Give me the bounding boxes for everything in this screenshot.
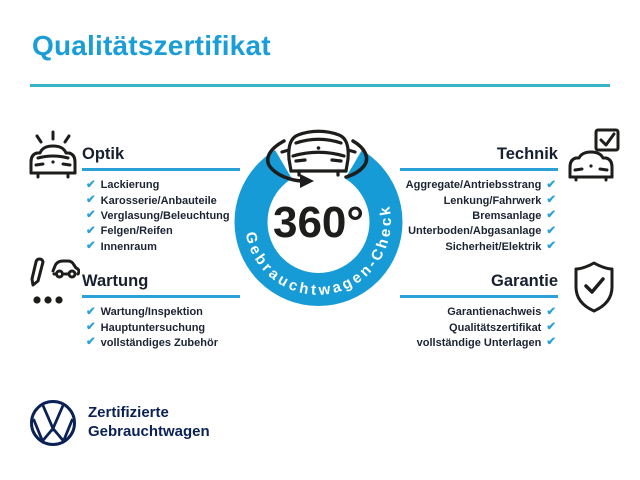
car-checkbox-icon xyxy=(563,128,621,182)
section-technik xyxy=(400,145,558,254)
check-icon: ✔ xyxy=(86,240,96,253)
footer-brand-line1: Zertifizierte xyxy=(88,404,169,421)
checklist-item: Sicherheit/Elektrik ✔ xyxy=(445,240,556,253)
checklist-item: ✔ Wartung/Inspektion xyxy=(86,305,203,319)
section-underline xyxy=(400,295,558,298)
section-title-optik: Optik xyxy=(82,145,125,163)
check-icon: ✔ xyxy=(546,224,556,237)
section-garantie xyxy=(400,272,558,351)
degrees-label: 360° xyxy=(272,198,365,247)
footer-brand-text xyxy=(88,403,210,441)
check-icon: ✔ xyxy=(546,321,556,334)
ring-label: Gebrauchtwagen-Check xyxy=(241,202,395,300)
shield-check-icon xyxy=(572,260,616,314)
checklist-item: vollständige Unterlagen ✔ xyxy=(416,336,556,349)
check-icon: ✔ xyxy=(546,305,556,318)
check-icon: ✔ xyxy=(86,194,96,207)
section-optik xyxy=(82,145,240,254)
check-icon: ✔ xyxy=(546,178,556,191)
checklist-item: Lenkung/Fahrwerk ✔ xyxy=(443,194,556,207)
checklist-item: Bremsanlage ✔ xyxy=(472,209,556,222)
checklist-optik xyxy=(82,178,240,255)
header-divider xyxy=(30,84,610,87)
section-underline xyxy=(82,295,240,298)
checklist-item: Garantienachweis ✔ xyxy=(447,305,556,319)
checklist-garantie xyxy=(400,305,558,351)
section-title-technik: Technik xyxy=(496,145,558,163)
medallion-graphic xyxy=(223,103,419,323)
check-icon: ✔ xyxy=(546,240,556,253)
checklist-item: ✔ Innenraum xyxy=(86,240,157,253)
checklist-item: ✔ Felgen/Reifen xyxy=(86,224,173,238)
section-underline xyxy=(82,168,240,171)
check-icon: ✔ xyxy=(86,305,96,318)
checklist-item: Qualitätszertifikat ✔ xyxy=(449,321,556,334)
section-wartung xyxy=(82,272,240,351)
checklist-item: Unterboden/Abgasanlage ✔ xyxy=(408,224,556,238)
checklist-item: ✔ Verglasung/Beleuchtung xyxy=(86,209,230,222)
checklist-wartung xyxy=(82,305,240,351)
checklist-item: ✔ Hauptuntersuchung xyxy=(86,321,206,334)
check-icon: ✔ xyxy=(86,336,96,349)
check-icon: ✔ xyxy=(546,209,556,222)
vw-logo xyxy=(28,398,78,448)
checklist-item: ✔ vollständiges Zubehör xyxy=(86,336,218,349)
checklist-item: ✔ Lackierung xyxy=(86,178,160,192)
check-icon: ✔ xyxy=(86,178,96,191)
page-title: Qualitätszertifikat xyxy=(32,30,271,61)
360-check-medallion xyxy=(223,103,419,328)
check-icon: ✔ xyxy=(86,209,96,222)
section-title-garantie: Garantie xyxy=(491,272,558,290)
check-icon: ✔ xyxy=(546,336,556,349)
check-icon: ✔ xyxy=(86,321,96,334)
checklist-item: ✔ Karosserie/Anbauteile xyxy=(86,194,217,207)
pencil-car-icon xyxy=(26,256,80,312)
check-icon: ✔ xyxy=(86,224,96,237)
check-icon: ✔ xyxy=(546,194,556,207)
section-title-wartung: Wartung xyxy=(82,272,149,290)
checklist-item: Aggregate/Antriebsstrang ✔ xyxy=(405,178,556,192)
section-underline xyxy=(400,168,558,171)
checklist-technik xyxy=(400,178,558,255)
car-shine-icon xyxy=(26,128,80,184)
footer-brand-line2: Gebrauchtwagen xyxy=(88,423,210,440)
